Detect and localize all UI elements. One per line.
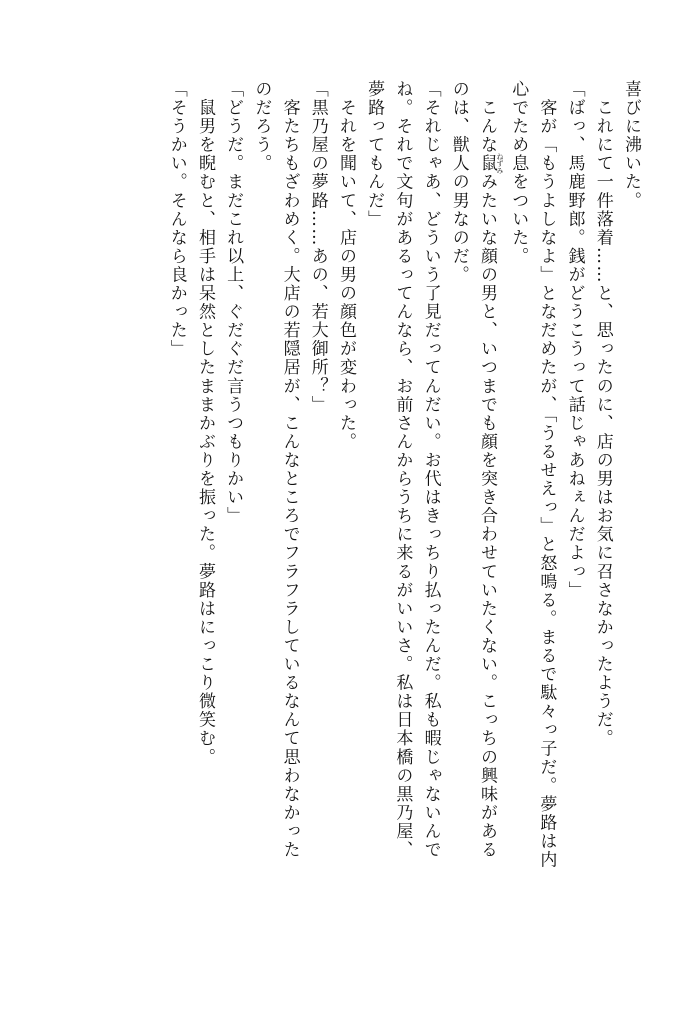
text-line xyxy=(163,80,191,960)
text-line-content: 喜びに沸いた。 xyxy=(621,80,641,210)
text-line-content: 心でため息をついた。 xyxy=(508,80,529,266)
text-line-content: 「どうだ。まだこれ以上、ぐだぐだ言うつもりかい」 xyxy=(223,80,244,526)
text-line xyxy=(560,80,588,960)
text-line xyxy=(416,80,444,960)
text-line-content: 鼠男を睨むと、相手は呆然としたままかぶりを振った。夢路はにっこり微笑む。 xyxy=(194,80,215,767)
text-line-content: 「ばっ、馬鹿野郎。銭がどうこうって話じゃあねぇんだよっ」 xyxy=(564,80,585,600)
text-line-content: 「そうかい。そんなら良かった」 xyxy=(166,80,187,359)
text-line-content: こんな xyxy=(476,80,497,155)
text-line-content: これにて一件落着……と、思ったのに、店の男はお気に召さなかったようだ。 xyxy=(592,80,613,748)
text-line-content: 「黒乃屋の夢路……あの、若大御所？」 xyxy=(307,80,328,414)
text-line-with-ruby xyxy=(473,80,504,960)
ruby-word xyxy=(476,152,504,174)
text-line-content: 客が「もうよしなよ」となだめたが、「うるせえっ」と怒鳴る。まるで駄々っ子だ。夢路は内 xyxy=(536,80,557,870)
text-line xyxy=(219,80,247,960)
text-line-content: それを聞いて、店の男の顔色が変わった。 xyxy=(335,80,356,451)
ruby-reading: ねずみ xyxy=(495,152,504,174)
text-line xyxy=(445,80,473,960)
text-line xyxy=(332,80,360,960)
text-line xyxy=(191,80,219,960)
text-line xyxy=(388,80,416,960)
text-line-content: のだろう。 xyxy=(251,80,272,173)
text-line-content: 夢路ってもんだ」 xyxy=(364,80,385,229)
text-line xyxy=(247,80,275,960)
text-line xyxy=(275,80,303,960)
text-line xyxy=(360,80,388,960)
text-line xyxy=(589,80,617,960)
ruby-base: 鼠 xyxy=(476,152,497,174)
vertical-text-block xyxy=(45,80,645,960)
text-line-content: 客たちもざわめく。大店の若隠居が、こんなところでフラフラしているなんて思わなかった xyxy=(279,80,300,860)
text-line xyxy=(532,80,560,960)
text-line-content: のは、獣人の男なのだ。 xyxy=(448,80,469,285)
text-line xyxy=(504,80,532,960)
text-line-content: 「それじゃあ、どういう了見だってんだい。お代はきっちり払ったんだ。私も暇じゃないんで xyxy=(420,80,441,860)
text-line-content: みたいな顔の男と、いつまでも顔を突き合わせていたくない。こっちの興味がある xyxy=(476,172,497,860)
text-line xyxy=(617,80,645,960)
text-line xyxy=(304,80,332,960)
text-line-content: ね。それで文句があるってんなら、お前さんからうちに来るがいいさ。私は日本橋の黒乃屋、 xyxy=(392,80,413,860)
